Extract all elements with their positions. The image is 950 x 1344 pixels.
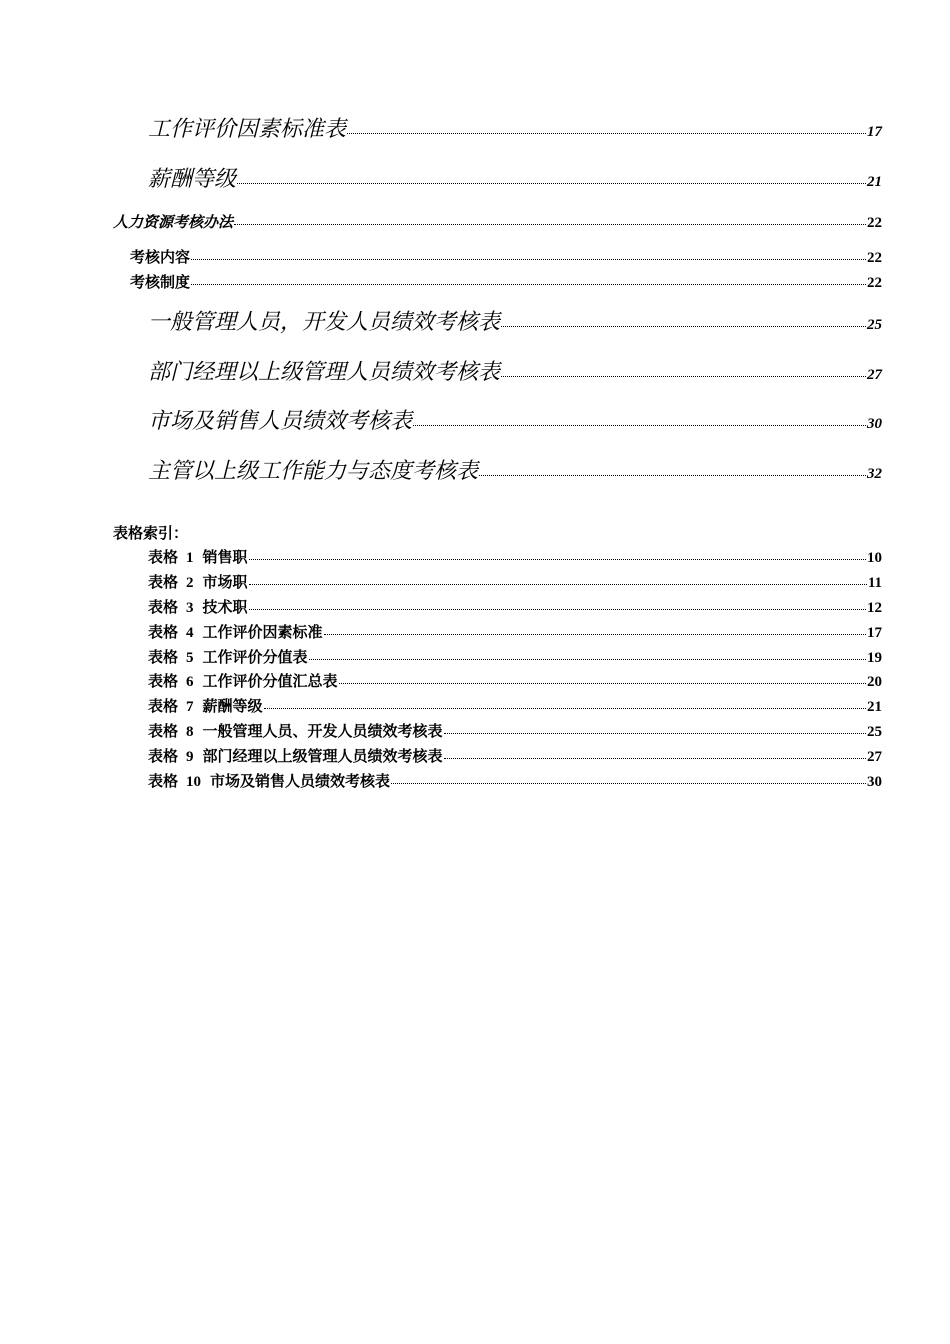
toc-entry[interactable]	[130, 246, 882, 267]
table-index-entry[interactable]	[148, 770, 882, 791]
toc-entry-page: 27	[867, 367, 882, 383]
dot-leader	[501, 326, 866, 327]
table-index-entry[interactable]	[148, 621, 882, 642]
dot-leader	[444, 733, 866, 734]
toc-entry-label: 部门经理以上级管理人员绩效考核表	[148, 359, 501, 384]
table-index-entry[interactable]	[148, 546, 882, 567]
table-title: 工作评价因素标准	[202, 625, 323, 641]
table-number: 5	[186, 650, 194, 666]
dot-leader	[234, 224, 866, 225]
toc-entry[interactable]	[148, 454, 882, 485]
toc-entry-page: 22	[867, 250, 882, 266]
table-title: 市场及销售人员绩效考核表	[210, 774, 391, 790]
dot-leader	[191, 259, 866, 260]
toc-entry-label: 市场及销售人员绩效考核表	[148, 408, 413, 433]
table-number: 6	[186, 674, 194, 690]
toc-entry-page: 30	[867, 416, 882, 432]
table-prefix: 表格	[148, 699, 179, 715]
table-prefix: 表格	[148, 724, 179, 740]
dot-leader	[191, 284, 866, 285]
dot-leader	[249, 609, 866, 610]
dot-leader	[264, 708, 866, 709]
table-index-entry[interactable]	[148, 571, 882, 592]
dot-leader	[501, 376, 866, 377]
table-index-entry[interactable]	[148, 695, 882, 716]
toc-entry-page: 21	[867, 174, 882, 190]
table-number: 9	[186, 749, 194, 765]
table-index-entry[interactable]	[148, 670, 882, 691]
table-index-heading: 表格索引：	[113, 526, 189, 542]
table-index-entry-label	[148, 596, 248, 617]
toc-entry-label: 工作评价因素标准表	[148, 116, 347, 141]
dot-leader	[479, 475, 866, 476]
toc-entry[interactable]	[148, 162, 882, 193]
table-title: 薪酬等级	[202, 699, 263, 715]
table-index-entry-label	[148, 571, 248, 592]
table-index-entry-label	[148, 720, 443, 741]
table-number: 4	[186, 625, 194, 641]
table-number: 7	[186, 699, 194, 715]
toc-entry[interactable]	[148, 305, 882, 336]
table-index-entry[interactable]	[148, 596, 882, 617]
toc-entry[interactable]	[148, 355, 882, 386]
toc-entry-page: 22	[867, 275, 882, 291]
table-number: 8	[186, 724, 194, 740]
dot-leader	[391, 783, 866, 784]
table-index-entry-page: 11	[867, 575, 882, 591]
toc-entry-page: 32	[867, 466, 882, 482]
toc-entry-page: 22	[867, 215, 882, 231]
dot-leader	[339, 683, 866, 684]
table-title: 工作评价分值汇总表	[202, 674, 338, 690]
toc-entry-page: 17	[867, 124, 882, 140]
toc-entry[interactable]	[113, 211, 882, 232]
table-index-entry-page: 21	[867, 699, 882, 715]
table-index-entry-page: 27	[867, 749, 882, 765]
table-index-entry-label	[148, 695, 263, 716]
toc-entry-page: 25	[867, 317, 882, 333]
table-index-entry-page: 25	[867, 724, 882, 740]
toc-entry-label: 考核制度	[130, 275, 191, 291]
table-title: 部门经理以上级管理人员绩效考核表	[202, 749, 443, 765]
dot-leader	[347, 133, 866, 134]
table-index-entry-label	[148, 646, 308, 667]
toc-entry-label: 考核内容	[130, 250, 191, 266]
table-prefix: 表格	[148, 575, 179, 591]
table-index-entry-page: 19	[867, 650, 882, 666]
table-number: 3	[186, 600, 194, 616]
table-prefix: 表格	[148, 550, 179, 566]
table-title: 工作评价分值表	[202, 650, 308, 666]
table-title: 一般管理人员、开发人员绩效考核表	[202, 724, 443, 740]
table-index-entry-label	[148, 770, 390, 791]
toc-entry[interactable]	[130, 271, 882, 292]
table-index-entry[interactable]	[148, 745, 882, 766]
dot-leader	[309, 659, 866, 660]
table-prefix: 表格	[148, 674, 179, 690]
table-number: 10	[186, 774, 202, 790]
table-index-entry-label	[148, 670, 338, 691]
table-index-entry-page: 30	[867, 774, 882, 790]
dot-leader	[249, 584, 867, 585]
table-prefix: 表格	[148, 650, 179, 666]
table-index-entry-page: 12	[867, 600, 882, 616]
dot-leader	[249, 559, 866, 560]
table-index-entry-label	[148, 546, 248, 567]
table-index-entry-label	[148, 621, 323, 642]
table-prefix: 表格	[148, 625, 179, 641]
table-number: 1	[186, 550, 194, 566]
table-title: 技术职	[202, 600, 248, 616]
dot-leader	[324, 634, 866, 635]
table-index-entry-page: 20	[867, 674, 882, 690]
table-index-entry[interactable]	[148, 646, 882, 667]
table-index-entry-label	[148, 745, 443, 766]
table-index-entry-page: 17	[867, 625, 882, 641]
toc-entry-label: 人力资源考核办法	[113, 215, 234, 231]
table-index-entry-page: 10	[867, 550, 882, 566]
table-prefix: 表格	[148, 600, 179, 616]
toc-entry[interactable]	[148, 112, 882, 143]
dot-leader	[444, 758, 866, 759]
toc-entry-label: 主管以上级工作能力与态度考核表	[148, 458, 479, 483]
table-prefix: 表格	[148, 774, 179, 790]
toc-entry-label: 一般管理人员，开发人员绩效考核表	[148, 309, 501, 334]
toc-entry-label: 薪酬等级	[148, 166, 237, 191]
table-title: 市场职	[202, 575, 248, 591]
table-number: 2	[186, 575, 194, 591]
table-prefix: 表格	[148, 749, 179, 765]
table-index-entry[interactable]	[148, 720, 882, 741]
toc-entry[interactable]	[148, 404, 882, 435]
dot-leader	[237, 183, 866, 184]
table-title: 销售职	[202, 550, 248, 566]
dot-leader	[413, 425, 866, 426]
